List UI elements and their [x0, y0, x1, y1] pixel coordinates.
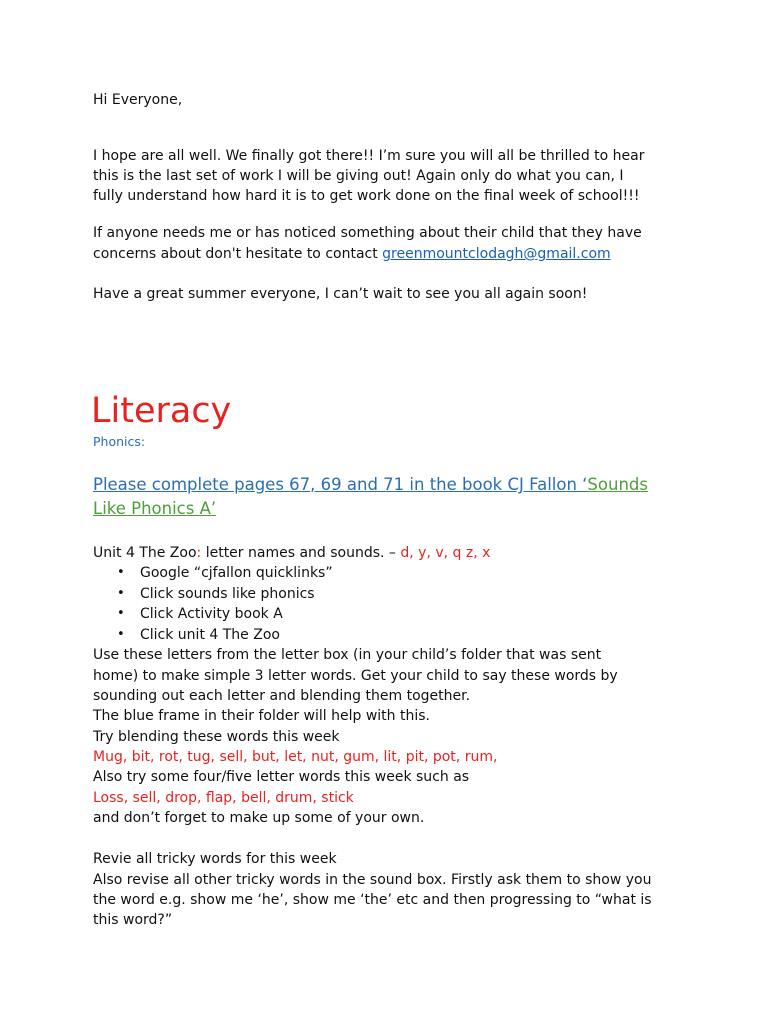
intro-line: I hope are all well. We finally got there!! I’m sure you will all be thrilled to hear: [93, 148, 645, 164]
book-instruction-text: Please complete pages 67, 69 and 71 in the book CJ Fallon ‘: [93, 475, 588, 494]
contact-line: If anyone needs me or has noticed something about their child that they have: [93, 225, 642, 241]
unit-letters: d, y, v, q z, x: [400, 545, 491, 561]
list-item: • Click unit 4 The Zoo: [93, 625, 333, 646]
tricky-line: Revie all tricky words for this week: [93, 851, 337, 867]
greeting: Hi Everyone,: [93, 92, 183, 108]
email-link[interactable]: greenmountclodagh@gmail.com: [382, 246, 611, 262]
unit-line: [93, 543, 490, 564]
body-line: Try blending these words this week: [93, 729, 340, 745]
four-five-line: Also try some four/five letter words this week such as: [93, 769, 470, 785]
intro-line: fully understand how hard it is to get work done on the final week of school!!!: [93, 188, 640, 204]
make-own-line: and don’t forget to make up some of your own.: [93, 810, 425, 826]
tricky-line: the word e.g. show me ‘he’, show me ‘the’ etc and then progressing to “what is: [93, 892, 652, 908]
unit-middle: letter names and sounds. –: [201, 545, 401, 561]
unit-colon: :: [196, 545, 202, 561]
book-title-part: Sounds: [587, 475, 648, 494]
section-subtitle: Phonics:: [93, 434, 146, 449]
body-line: home) to make simple 3 letter words. Get your child to say these words by: [93, 668, 618, 684]
unit-prefix: Unit 4 The Zoo: [93, 545, 197, 561]
tricky-line: Also revise all other tricky words in the sound box. Firstly ask them to show you: [93, 872, 652, 888]
book-instruction: [93, 473, 648, 520]
list-item: • Click Activity book A: [93, 604, 333, 625]
contact-line: [93, 244, 611, 265]
book-title-part: Like Phonics A’: [93, 498, 217, 518]
word-list-three: Mug, bit, rot, tug, sell, but, let, nut, gum, lit, pit, pot, rum,: [93, 749, 498, 765]
word-list-four-five: Loss, sell, drop, flap, bell, drum, stick: [93, 790, 354, 806]
summer-line: Have a great summer everyone, I can’t wait to see you all again soon!: [93, 286, 588, 302]
tricky-line: this word?”: [93, 912, 173, 928]
body-line: The blue frame in their folder will help with this.: [93, 708, 430, 724]
intro-line: this is the last set of work I will be giving out! Again only do what you can, I: [93, 168, 624, 184]
list-item: • Click sounds like phonics: [93, 584, 333, 605]
body-line: sounding out each letter and blending them together.: [93, 688, 471, 704]
instruction-list: [93, 563, 333, 645]
contact-text: concerns about don't hesitate to contact: [93, 246, 383, 262]
section-title: Literacy: [91, 391, 232, 431]
body-line: Use these letters from the letter box (in your child’s folder that was sent: [93, 647, 602, 663]
list-item: • Google “cjfallon quicklinks”: [93, 563, 333, 584]
